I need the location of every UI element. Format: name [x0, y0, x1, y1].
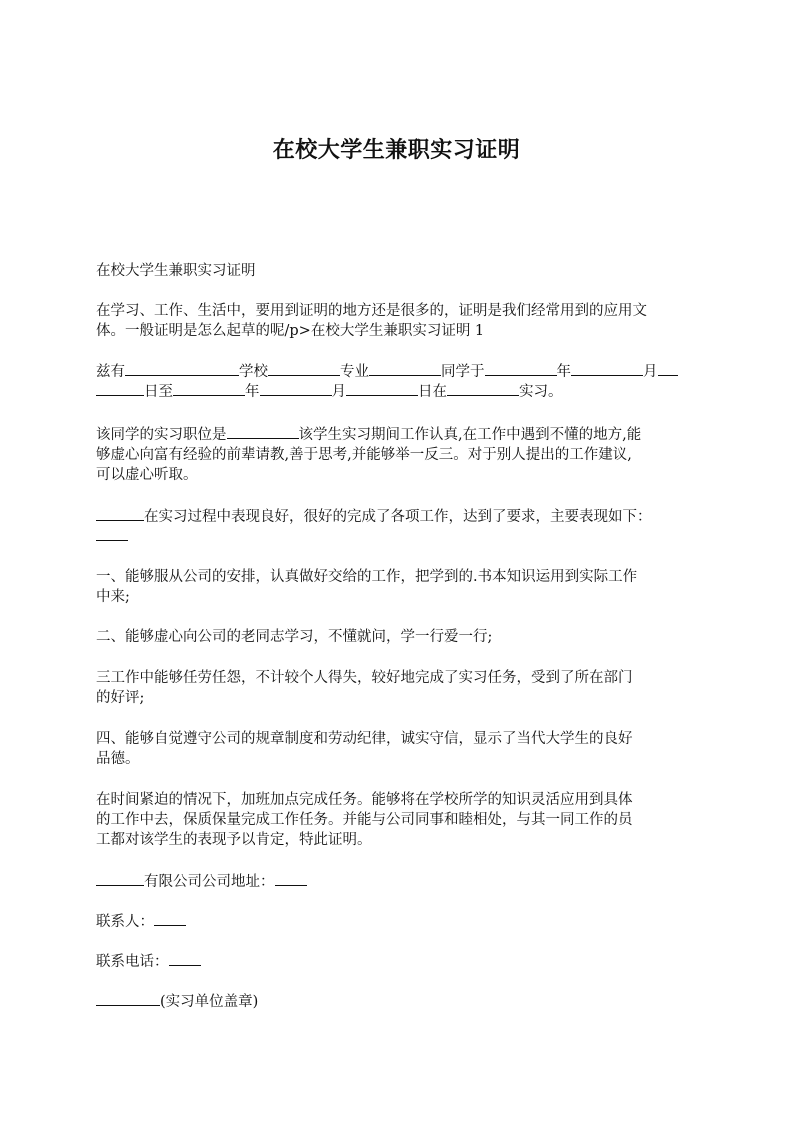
blank-student-name — [96, 519, 144, 521]
seal-label: (实习单位盖章) — [160, 994, 259, 1010]
position-text-1: 该同学的实习职位是 — [96, 427, 227, 443]
blank-position — [227, 437, 299, 439]
position-line-2: 够虚心向富有经验的前辈请教,善于思考,并能够举一反三。对于别人提出的工作建议, — [96, 447, 632, 463]
blank-name — [125, 374, 239, 376]
position-paragraph — [96, 425, 698, 485]
performance-paragraph — [96, 507, 698, 547]
blank-start-day-a — [658, 374, 678, 376]
body-heading: 在校大学生兼职实习证明 — [96, 263, 256, 279]
blank-performance-end — [96, 539, 128, 541]
intro-paragraph — [96, 301, 698, 341]
item-3 — [96, 668, 698, 708]
phone-label: 联系电话： — [96, 954, 169, 970]
intro-line-2: 体。一般证明是怎么起草的呢/p>在校大学生兼职实习证明 1 — [96, 323, 485, 339]
item-3-line-1: 三工作中能够任劳任怨，不计较个人得失，较好地完成了实习任务，受到了所在部门 — [96, 670, 633, 686]
blank-seal — [96, 1004, 160, 1006]
cert-text-7: 日至 — [144, 384, 173, 400]
blank-student — [369, 374, 441, 376]
performance-text: 在实习过程中表现良好，很好的完成了各项工作，达到了要求，主要表现如下： — [144, 509, 652, 525]
certification-paragraph — [96, 362, 698, 402]
cert-text-2: 学校 — [239, 364, 268, 380]
cert-text-6: 月 — [643, 364, 658, 380]
item-4-line-2: 品德。 — [96, 751, 140, 767]
closing-line-3: 工都对该学生的表现予以肯定，特此证明。 — [96, 832, 372, 848]
seal-line — [96, 992, 698, 1012]
blank-end-day — [346, 394, 418, 396]
cert-text-8: 年 — [245, 384, 260, 400]
intro-line-1: 在学习、工作、生活中，要用到证明的地方还是很多的，证明是我们经常用到的应用文 — [96, 303, 647, 319]
blank-end-year — [173, 394, 245, 396]
closing-paragraph — [96, 790, 698, 850]
item-1 — [96, 567, 698, 607]
item-4-line-1: 四、能够自觉遵守公司的规章制度和劳动纪律，诚实守信，显示了当代大学生的良好 — [96, 731, 633, 747]
item-3-line-2: 的好评; — [96, 690, 145, 706]
blank-phone — [169, 964, 201, 966]
blank-company-name — [96, 884, 144, 886]
item-2: 二、能够虚心向公司的老同志学习，不懂就问，学一行爱一行; — [96, 629, 493, 645]
blank-start-year — [485, 374, 557, 376]
cert-text-1: 兹有 — [96, 364, 125, 380]
blank-company — [447, 394, 519, 396]
cert-text-4: 同学于 — [441, 364, 485, 380]
item-1-line-1: 一、能够服从公司的安排，认真做好交给的工作，把学到的.书本知识运用到实际工作 — [96, 569, 638, 585]
position-line-3: 可以虚心听取。 — [96, 467, 198, 483]
closing-line-1: 在时间紧迫的情况下，加班加点完成任务。能够将在学校所学的知识灵活应用到具体 — [96, 792, 633, 808]
blank-company-address — [275, 884, 307, 886]
closing-line-2: 的工作中去，保质保量完成工作任务。并能与公司同事和睦相处，与其一同工作的员 — [96, 812, 633, 828]
cert-text-3: 专业 — [340, 364, 369, 380]
blank-contact — [154, 924, 186, 926]
contact-label: 联系人： — [96, 914, 154, 930]
blank-end-month — [260, 394, 332, 396]
cert-text-11: 实习。 — [519, 384, 563, 400]
company-line — [96, 872, 698, 892]
cert-text-10: 日在 — [418, 384, 447, 400]
item-1-line-2: 中来; — [96, 589, 130, 605]
contact-line — [96, 912, 698, 932]
blank-start-day-b — [96, 394, 144, 396]
item-4 — [96, 729, 698, 769]
document-title: 在校大学生兼职实习证明 — [272, 138, 521, 163]
company-label: 有限公司公司地址： — [144, 874, 275, 890]
blank-start-month — [571, 374, 643, 376]
cert-text-9: 月 — [331, 384, 346, 400]
phone-line — [96, 952, 698, 972]
cert-text-5: 年 — [556, 364, 571, 380]
blank-major-field — [268, 374, 340, 376]
position-text-2: 该学生实习期间工作认真,在工作中遇到不懂的地方,能 — [298, 427, 642, 443]
